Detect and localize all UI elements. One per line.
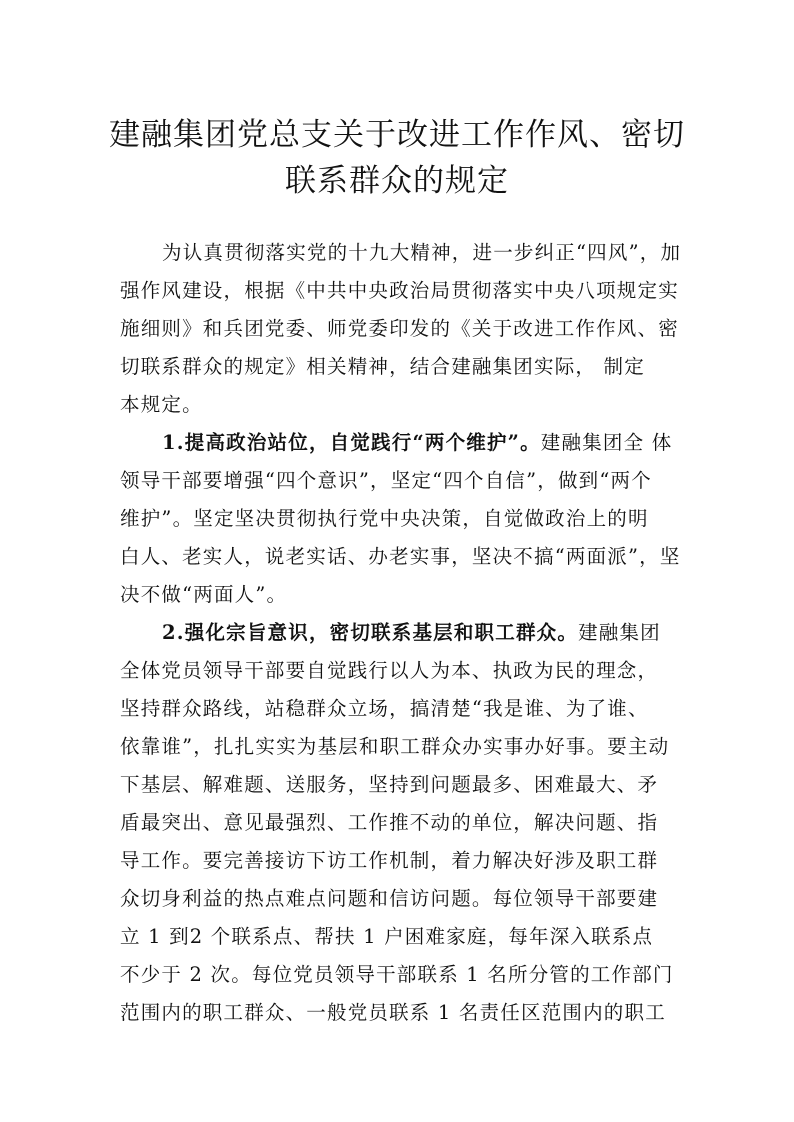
section1-line: 维护”。坚定坚决贯彻执行党中央决策，自觉做政治上的明 <box>120 507 649 530</box>
intro-line: 切联系群众的规定》相关精神，结合建融集团实际， 制定 <box>120 355 645 378</box>
section1-line: 白人、老实人，说老实话、办老实事，坚决不搞“两面派”，坚 <box>120 545 681 568</box>
section1-first-line-rest: 建融集团全 体 <box>540 431 673 454</box>
section2-line: 导工作。要完善接访下访工作机制，着力解决好涉及职工群 <box>120 849 659 872</box>
section2-line: 范围内的职工群众、一般党员联系 1 名责任区范围内的职工 <box>120 1001 666 1024</box>
intro-line: 施细则》和兵团党委、师党委印发的《关于改进工作作风、密 <box>120 317 679 340</box>
section2-line: 坚持群众路线，站稳群众立场，搞清楚“我是谁、为了谁、 <box>120 697 649 720</box>
section2-first-line-rest: 建融集团 <box>578 621 661 644</box>
section2-line: 立 1 到2 个联系点、帮扶 1 户困难家庭，每年深入联系点 <box>120 925 654 948</box>
section2-line: 众切身利益的热点难点问题和信访问题。每位领导干部要建 <box>120 887 659 910</box>
section2-line: 下基层、解难题、送服务，坚持到问题最多、困难最大、矛 <box>120 773 659 796</box>
section1-line: 决不做“两面人”。 <box>120 583 288 606</box>
section1-first-line <box>120 424 680 462</box>
section2-line: 不少于 2 次。每位党员领导干部联系 1 名所分管的工作部门 <box>120 963 674 986</box>
title-line-2: 联系群众的规定 <box>285 163 509 199</box>
section2-line: 盾最突出、意见最强烈、工作推不动的单位，解决问题、指 <box>120 811 659 834</box>
document-title <box>0 112 794 204</box>
intro-line: 强作风建设，根据《中共中央政治局贯彻落实中央八项规定实 <box>120 279 679 302</box>
document-body <box>120 234 680 1032</box>
section2-line: 依靠谁”，扎扎实实为基层和职工群众办实事办好事。要主动 <box>120 735 670 758</box>
section2-first-line <box>120 614 680 652</box>
section2-heading: 2.强化宗旨意识，密切联系基层和职工群众。 <box>162 621 579 644</box>
intro-line: 本规定。 <box>120 393 203 416</box>
section1-line: 领导干部要增强“四个意识”，坚定“四个自信”，做到“两个 <box>120 469 652 492</box>
section2-line: 全体党员领导干部要自觉践行以人为本、执政为民的理念， <box>120 659 659 682</box>
intro-line: 为认真贯彻落实党的十九大精神，进一步纠正“四风”，加 <box>162 241 682 264</box>
title-line-1: 建融集团党总支关于改进工作作风、密切 <box>109 117 685 153</box>
section1-heading: 1.提高政治站位，自觉践行“两个维护”。 <box>162 431 541 454</box>
